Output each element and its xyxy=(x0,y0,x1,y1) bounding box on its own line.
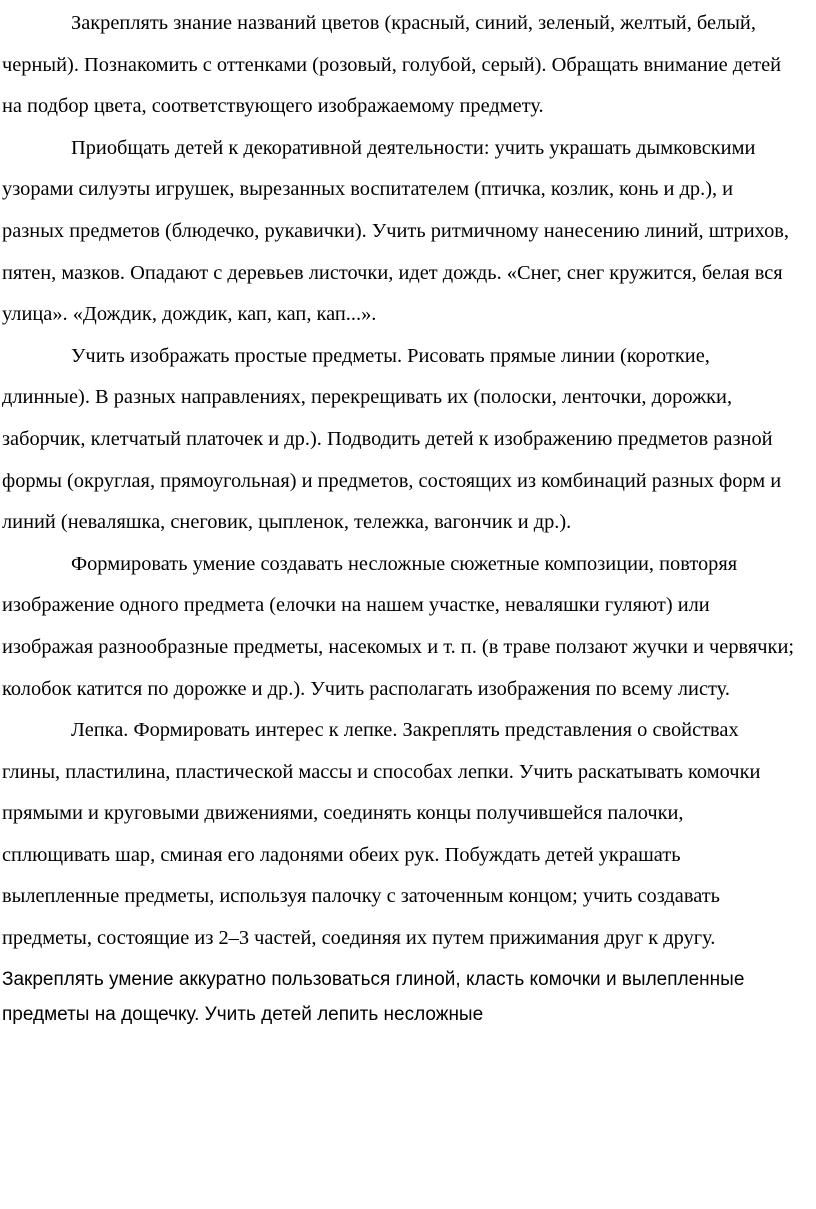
paragraph-clay-handling: Закреплять умение аккуратно пользоваться глиной, класть комочки и вылепленные предметы на дощечку. Учить детей лепить несложные xyxy=(2,968,745,1026)
paragraph-simple-objects: Учить изображать простые предметы. Рисовать прямые линии (короткие, длинные). В разных направлениях, перекрещивать их (полоски, ленточки, дорожки, заборчик, клетчатый платочек и др.). Подводить детей к изображению предметов разной формы (округлая, прямоугольная) и предметов, состоящих из комбинаций разных форм и линий (неваляшка, снеговик, цыпленок, тележка, вагончик и др.). xyxy=(2,344,782,534)
paragraph-modeling: Лепка. Формировать интерес к лепке. Закреплять представления о свойствах глины, пластилина, пластической массы и способах лепки. Учить раскатывать комочки прямыми и круговыми движениями, соединять концы получившейся палочки, сплющивать шар, сминая его ладонями обеих рук. Побуждать детей украшать вылепленные предметы, используя палочку с заточенным концом; учить создавать предметы, состоящие из 2–3 частей, соединяя их путем прижимания друг к другу. xyxy=(2,719,761,950)
paragraph-decorative: Приобщать детей к декоративной деятельности: учить украшать дымковскими узорами силуэты игрушек, вырезанных воспитателем (птичка, козлик, конь и др.), и разных предметов (блюдечко, рукавички). Учить ритмичному нанесению линий, штрихов, пятен, мазков. Опадают с деревьев листочки, идет дождь. «Снег, снег кружится, белая вся улица». «Дождик, дождик, кап, кап, кап...». xyxy=(2,136,789,326)
paragraph-compositions: Формировать умение создавать несложные сюжетные композиции, повторяя изображение одного предмета (елочки на нашем участке, неваляшки гуляют) или изображая разнообразные предметы, насекомых и т. п. (в траве ползают жучки и червячки; колобок катится по дорожке и др.). Учить располагать изображения по всему листу. xyxy=(2,552,795,700)
paragraph-colors: Закреплять знание названий цветов (красный, синий, зеленый, желтый, белый, черный). Познакомить с оттенками (розовый, голубой, серый). Обращать внимание детей на подбор цвета, соответствующего изображаемому предмету. xyxy=(2,12,782,118)
